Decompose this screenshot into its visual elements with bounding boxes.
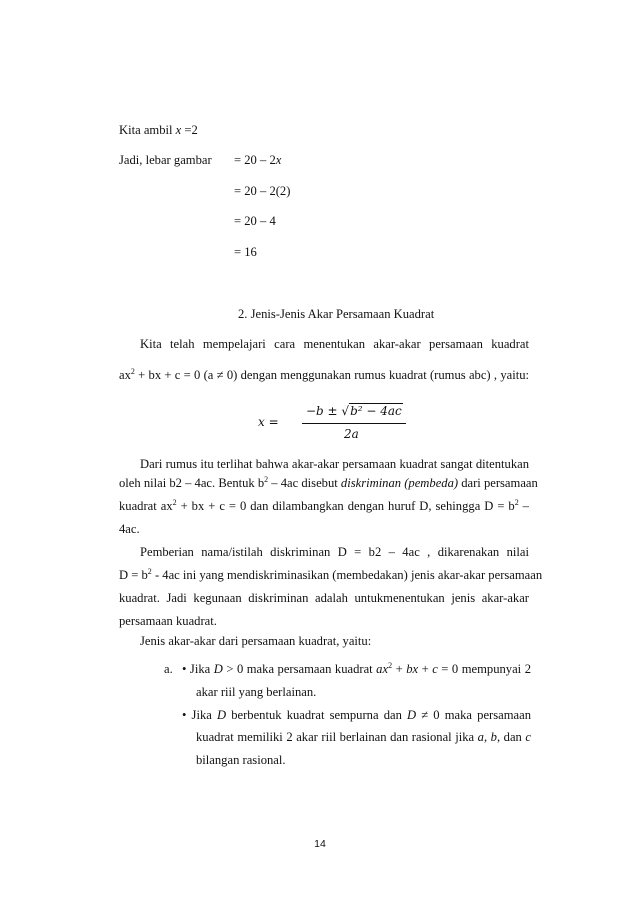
paragraph-1-line-2: $ax^2$ + bx + c = 0 (a ≠ 0) dengan menggunakan rumus kuadrat (rumus abc) , yaitu: [119,367,529,382]
step-4: = 16 [234,245,257,259]
label-jadi-lebar-gambar: Jadi, lebar gambar [119,153,212,167]
paragraph-2-line-4: 4ac. [119,522,140,536]
list-item-a-bullet-2-cont-1: kuadrat memiliki 2 akar riil berlainan dan rasional jika a, b, dan c [196,730,532,744]
paragraph-1-line-1: Kita telah mempelajari cara menentukan akar-akar persamaan kuadrat [140,337,529,351]
step-2: = 20 – 2(2) [234,184,291,198]
paragraph-3-line-1: Pemberian nama/istilah diskriminan D = b2 – 4ac , dikarenakan nilai [140,545,529,559]
section-heading: 2. Jenis-Jenis Akar Persamaan Kuadrat [238,307,435,321]
list-item-a-bullet-1: • Jika D > 0 maka persamaan kuadrat $ax^2$ + bx + c = 0 mempunyai 2 [182,661,531,676]
formula-denominator: 2a [344,427,359,441]
list-item-a-bullet-2: • Jika D berbentuk kuadrat sempurna dan D ≠ 0 maka persamaan [182,708,531,722]
paragraph-3-line-2: $D = b^2 - 4ac$ ini yang mendiskriminasikan (membedakan) jenis akar-akar persamaan [119,567,543,582]
paragraph-3-line-4: persamaan kuadrat. [119,614,217,628]
step-1: = 20 – 2x [234,153,282,167]
fraction-bar [302,423,406,424]
list-item-a-bullet-2-cont-2: bilangan rasional. [196,753,286,767]
list-item-a-bullet-1-cont: akar riil yang berlainan. [196,685,317,699]
paragraph-4: Jenis akar-akar dari persamaan kuadrat, yaitu: [140,634,372,648]
list-item-a-label: a. [164,662,173,676]
paragraph-2-line-2: oleh nilai b2 – 4ac. Bentuk $b^2 - 4ac$ disebut diskriminan (pembeda) dari persamaan [119,475,538,490]
page-number: 14 [314,838,326,850]
line-kita-ambil: Kita ambil x =2 [119,123,198,137]
quadratic-formula [258,403,408,445]
paragraph-3-line-3: kuadrat. Jadi kegunaan diskriminan adalah untukmenentukan jenis akar-akar [119,591,529,605]
formula-numerator: −b ± √b² − 4ac [306,404,402,418]
formula-lhs: x = [258,415,279,429]
paragraph-2-line-3: kuadrat $ax^2$ + bx + c = 0 dan dilambangkan dengan huruf D, sehingga $D = b^2$ – [119,498,529,513]
paragraph-2-line-1: Dari rumus itu terlihat bahwa akar-akar persamaan kuadrat sangat ditentukan [140,457,529,471]
step-3: = 20 – 4 [234,214,276,228]
